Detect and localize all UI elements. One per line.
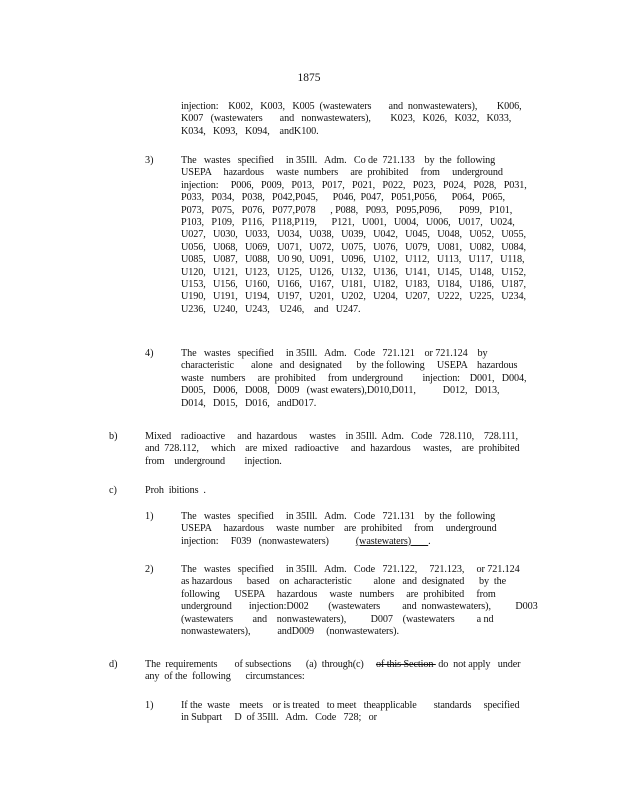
text-line: injection: P006, P009, P013, P017, P021, P022, P023, P024, P028, P031, — [181, 179, 527, 191]
underlined-insertion: (wastewaters) — [355, 535, 429, 547]
text-line: The wastes specified in 35Ill. Adm. Code 721.121 or 721.124 by — [181, 348, 488, 359]
text-line: D014, D015, D016, andD017. — [181, 397, 317, 409]
struck-deletion: of this Section — [375, 659, 436, 670]
text-line: U236, U240, U243, U246, and U247. — [181, 303, 361, 315]
text-line: (wastewaters and nonwastewaters), D007 (wastewaters a nd — [181, 613, 494, 625]
text-line: USEPA hazardous waste numbers are prohibited from underground — [181, 167, 503, 179]
page-number: 1875 — [297, 72, 321, 84]
text-line: Mixed radioactive and hazardous wastes in 35Ill. Adm. Code 728.110, 728.111, — [145, 431, 518, 442]
item-marker: 3) — [145, 155, 154, 166]
text-line: following USEPA hazardous waste numbers are prohibited from — [181, 588, 496, 600]
paragraph-item-3 — [181, 155, 533, 316]
text-line: and 728.112, which are mixed radioactive and hazardous wastes, are prohibited — [145, 443, 520, 455]
text-line: If the waste meets or is treated to meet theapplicable standards specified — [181, 700, 520, 711]
text-line: U027, U030, U033, U034, U038, U039, U042, U045, U048, U052, U055, — [181, 229, 526, 241]
paragraph-d — [145, 659, 537, 684]
paragraph-c-2 — [181, 564, 538, 638]
paragraph-item-4 — [181, 348, 531, 410]
text-line: The wastes specified in 35Ill. Adm. Code 721.122, 721.123, or 721.124 — [181, 564, 520, 575]
item-marker: 1) — [145, 511, 154, 522]
text-line: any of the following circumstances: — [145, 671, 305, 683]
text-line: injection: K002, K003, K005 (wastewaters and nonwastewaters), K006, — [181, 101, 522, 112]
paragraph-c-1 — [181, 511, 531, 548]
continuation-paragraph — [181, 101, 527, 138]
text-line: U120, U121, U123, U125, U126, U132, U136, U141, U145, U148, U152, — [181, 266, 526, 278]
text-line — [145, 659, 537, 671]
text-line: The wastes specified in 35Ill. Adm. Code 721.131 by the following — [181, 511, 496, 522]
text-line — [181, 536, 531, 548]
text-line: waste numbers are prohibited from underground injection: D001, D004, — [181, 372, 527, 384]
paragraph-d-1 — [181, 700, 531, 725]
text-line: P103, P109, P116, P118,P119, P121, U001, U004, U006, U017, U024, — [181, 217, 515, 229]
text-line: K034, K093, K094, andK100. — [181, 125, 319, 137]
text-segment: The requirements of subsections (a) through(c) — [145, 659, 376, 670]
text-line: U085, U087, U088, U0 90, U091, U096, U102, U112, U113, U117, U118, — [181, 254, 525, 266]
text-segment: injection: F039 (nonwastewaters) — [181, 535, 356, 547]
text-line: D005, D006, D008, D009 (wast ewaters),D010,D011, D012, D013, — [181, 385, 500, 397]
text-line: K007 (wastewaters and nonwastewaters), K023, K026, K032, K033, — [181, 113, 512, 125]
text-segment: . — [428, 535, 431, 547]
text-line: U153, U156, U160, U166, U167, U181, U182, U183, U184, U186, U187, — [181, 279, 526, 291]
item-marker: 4) — [145, 348, 154, 359]
item-marker: b) — [109, 431, 118, 442]
item-marker: 2) — [145, 564, 154, 575]
item-marker: c) — [109, 485, 117, 496]
text-line: P073, P075, P076, P077,P078 , P088, P093, P095,P096, P099, P101, — [181, 204, 513, 216]
text-line: in Subpart D of 35Ill. Adm. Code 728; or — [181, 712, 377, 724]
section-heading-c — [145, 485, 345, 497]
text-line: nonwastewaters), andD009 (nonwastewaters). — [181, 626, 399, 638]
item-marker: 1) — [145, 700, 154, 711]
text-line: as hazardous based on acharacteristic alone and designated by the — [181, 576, 506, 588]
text-line: U056, U068, U069, U071, U072, U075, U076, U079, U081, U082, U084, — [181, 241, 526, 253]
text-line: The wastes specified in 35Ill. Adm. Co de 721.133 by the following — [181, 155, 496, 166]
text-line: underground injection:D002 (wastewaters and nonwastewaters), D003 — [181, 601, 538, 613]
text-line: from underground injection. — [145, 455, 282, 467]
text-line: characteristic alone and designated by the following USEPA hazardous — [181, 360, 518, 372]
text-line: USEPA hazardous waste number are prohibited from underground — [181, 523, 497, 535]
text-line: P033, P034, P038, P042,P045, P046, P047, P051,P056, P064, P065, — [181, 192, 505, 204]
text-segment: do not apply under — [435, 659, 521, 670]
item-marker: d) — [109, 659, 118, 670]
paragraph-b — [145, 431, 525, 468]
text-line: Proh ibitions . — [145, 485, 206, 496]
text-line: U190, U191, U194, U197, U201, U202, U204, U207, U222, U225, U234, — [181, 291, 526, 303]
